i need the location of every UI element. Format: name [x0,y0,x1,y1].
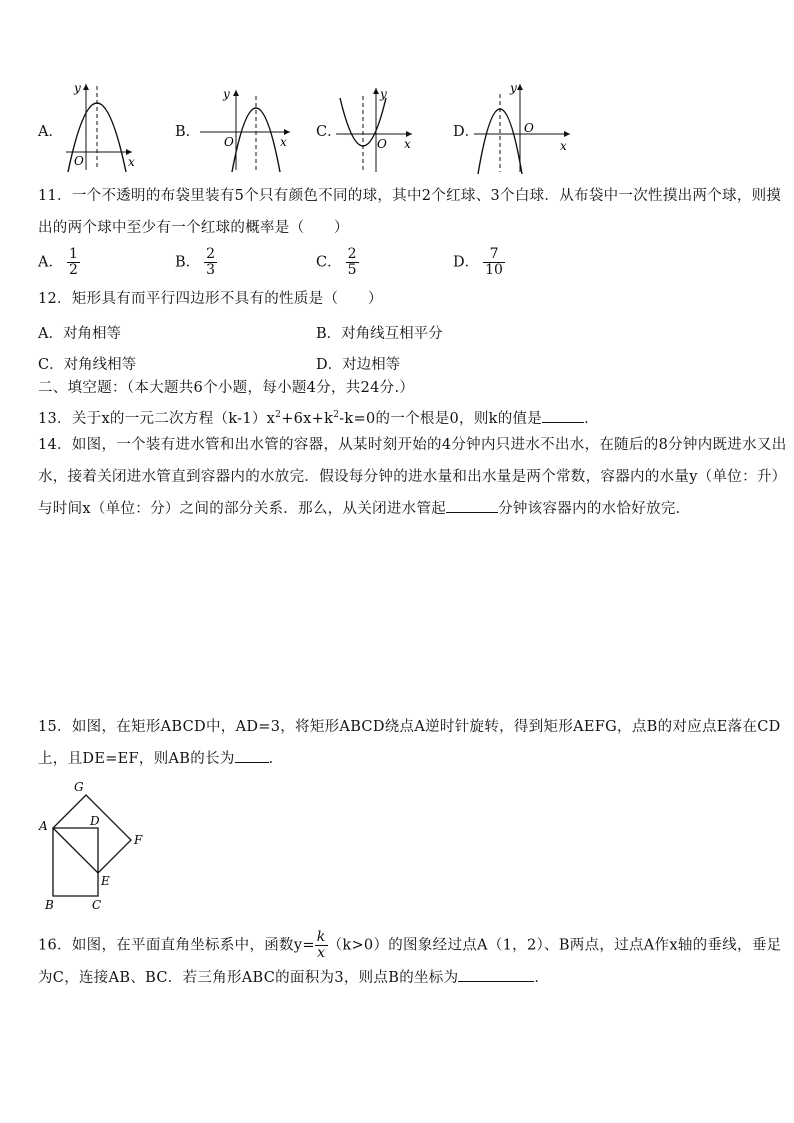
q11-option-d-fraction [483,247,505,278]
q13-part3: -k=0的一个根是0，则k的值是 [339,410,543,427]
q13-sup1: 2 [275,410,282,420]
q11-b-denominator: 3 [206,262,216,278]
q10-d-y-label: y [510,81,517,95]
q15-label-f: F [134,833,143,847]
q10-graph-d [470,80,574,174]
q14-line3b: 分钟该容器内的水恰好放完． [498,501,691,517]
q13-sup2: 2 [333,410,340,420]
q11-option-c-fraction [346,247,359,278]
q15-figure [36,778,156,912]
q15-label-g: G [74,780,84,794]
q15-label-b: B [45,898,54,912]
q11-option-a-label: A． [38,254,63,271]
q13-part1: 13．关于x的一元二次方程（k-1）x [38,410,276,427]
q15-answer-blank[interactable] [235,748,269,763]
q10-b-x-label: x [280,135,287,149]
q11-option-b-fraction [204,247,217,278]
q10-d-origin-label: O [524,121,534,135]
q11-b-numerator: 2 [206,246,216,262]
q11-option-d-label: D． [453,254,480,271]
q16-fraction [315,930,328,961]
q11-c-numerator: 2 [347,246,357,262]
q10-graph-a [60,80,140,172]
q15-label-a: A [39,819,48,833]
q13-answer-blank[interactable] [542,408,584,423]
q15-line2a: 上，且DE=EF，则AB的长为 [38,751,235,767]
q11-a-denominator: 2 [68,262,78,278]
q16-line2b: ． [534,970,550,986]
q10-c-y-label: y [380,87,387,101]
q10-b-y-label: y [223,87,230,101]
q10-d-x-label: x [560,139,567,153]
q10-a-origin-label: O [74,154,84,168]
q11-d-numerator: 7 [483,247,505,263]
q13-part4: ． [584,410,599,427]
q15-line1: 15．如图，在矩形ABCD中，AD=3，将矩形ABCD绕点A逆时针旋转，得到矩形AEFG，点B的对应点E落在CD [38,719,781,735]
q11-option-c-label: C． [316,254,342,271]
q12-option-b: B．对角线互相平分 [316,326,443,342]
q16-part1: 16．如图，在平面直角坐标系中，函数y= [38,937,315,954]
q14-answer-blank[interactable] [446,498,498,513]
q10-option-a-label: A． [38,124,63,140]
q16-line1 [38,930,781,961]
q15-label-c: C [92,898,102,912]
q14-line2: 水，接着关闭进水管直到容器内的水放完．假设每分钟的进水量和出水量是两个常数，容器内的水量y（单位：升） [38,469,787,485]
q11-text-line2: 出的两个球中至少有一个红球的概率是（ ） [38,220,349,236]
q10-c-x-label: x [404,137,411,151]
q10-b-origin-label: O [224,135,234,149]
q12-option-a: A．对角相等 [38,326,121,342]
q14-line1: 14．如图，一个装有进水管和出水管的容器，从某时刻开始的4分钟内只进水不出水，在随后的8分钟内既进水又出 [38,437,787,453]
q11-option-a [38,247,80,278]
q11-option-c [316,247,359,278]
q15-line2 [38,748,283,769]
q11-option-b-label: B． [175,254,201,271]
q16-line2a: 为C，连接AB、BC．若三角形ABC的面积为3，则点B的坐标为 [38,970,459,986]
q10-a-x-label: x [128,155,135,169]
q11-option-d [453,247,505,278]
q11-a-numerator: 1 [68,246,78,262]
q10-graph-b [196,84,296,172]
q11-option-a-fraction [67,247,80,278]
q12-option-c: C．对角线相等 [38,357,137,373]
q10-option-d-label: D． [453,124,480,140]
q14-line3 [38,498,690,519]
q10-graph-c [332,84,416,174]
q10-option-c-label: C． [316,124,342,140]
q16-fraction-numerator: k [316,929,326,945]
q12-text: 12．矩形具有而平行四边形不具有的性质是（ ） [38,291,383,307]
q16-line2 [38,967,549,988]
q11-d-denominator: 10 [485,262,503,278]
q11-option-b [175,247,217,278]
q15-line2b: ． [268,751,284,767]
q15-label-d: D [90,814,100,828]
q16-part2: （k>0）的图象经过点A（1，2）、B两点，过点A作x轴的垂线，垂足 [327,937,782,954]
q10-a-y-label: y [74,81,81,95]
q15-label-e: E [101,874,110,888]
q13-text [38,405,599,429]
q11-c-denominator: 5 [347,262,357,278]
q14-line3a: 与时间x（单位：分）之间的部分关系．那么，从关闭进水管起 [38,501,447,517]
q10-c-origin-label: O [377,137,387,151]
q16-answer-blank[interactable] [458,967,534,982]
q12-option-d: D．对边相等 [316,357,401,373]
q10-option-b-label: B． [175,124,201,140]
q13-part2: +6x+k [281,410,334,427]
q16-fraction-denominator: x [317,945,326,961]
section-fill-in-heading: 二、填空题：（本大题共6个小题，每小题4分，共24分.） [38,380,415,396]
q11-text-line1: 11．一个不透明的布袋里装有5个只有颜色不同的球，其中2个红球、3个白球．从布袋中一次性摸出两个球，则摸 [38,188,782,204]
